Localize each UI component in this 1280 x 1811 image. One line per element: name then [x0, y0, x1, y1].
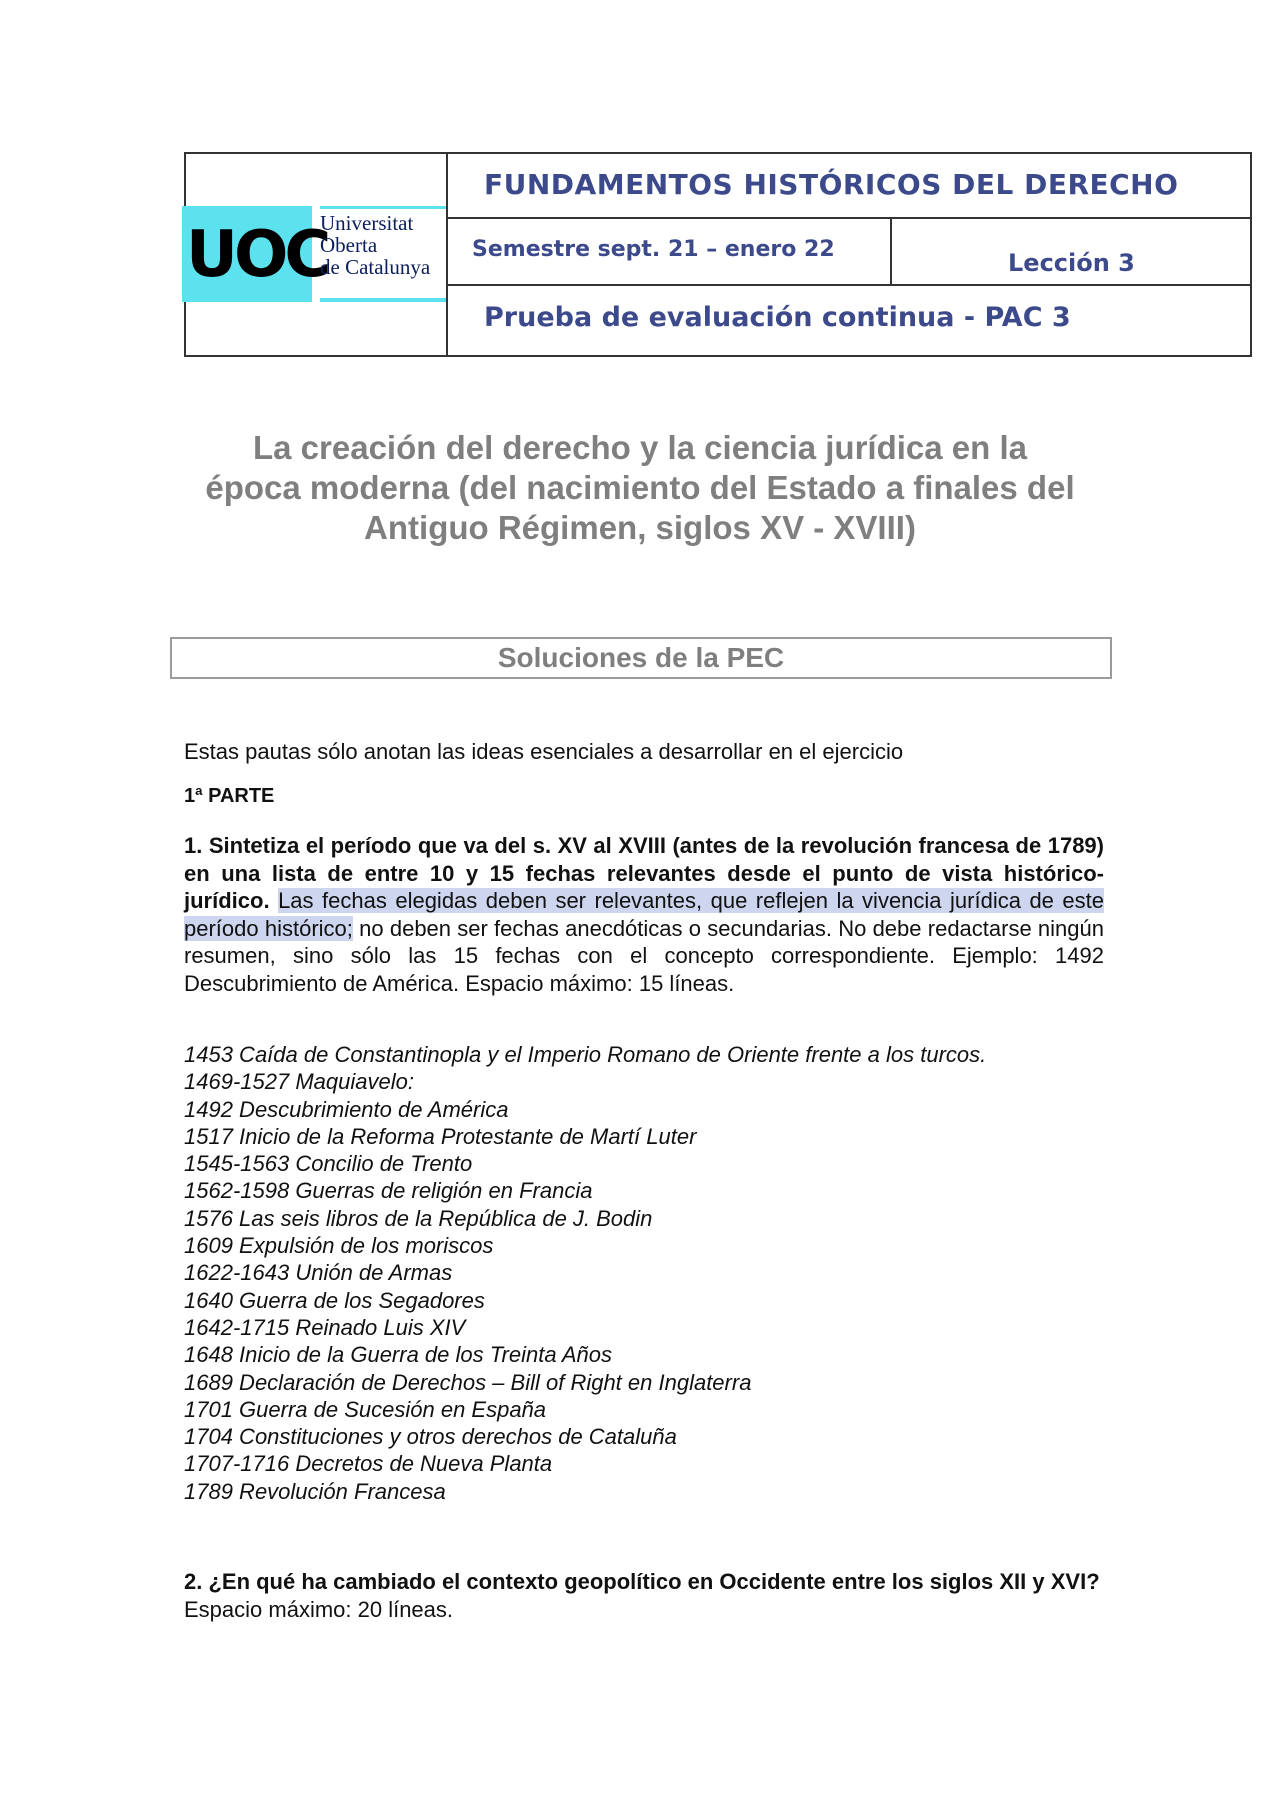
intro-paragraph: Estas pautas sólo anotan las ideas esenciales a desarrollar en el ejercicio	[184, 739, 904, 764]
lesson-label: Lección 3	[1008, 249, 1135, 277]
semester-cell	[448, 219, 892, 284]
question-1-highlighted-text[interactable]: Las fechas elegidas deben ser relevantes, que reflejen la vivencia jurídica de este período histórico;	[184, 888, 1104, 941]
question-1-instructions: no deben ser fechas anecdóticas o secundarias. No debe redactarse ningún resumen, sino sólo las 15 fechas con el concepto correspondiente. Ejemplo: 1492 Descubrimiento de América. Espacio máximo: 15 líneas.	[184, 915, 1104, 996]
header-table	[184, 152, 1252, 357]
logo-letters: UOC	[186, 218, 328, 292]
list-item: 1640 Guerra de los Segadores	[184, 1287, 485, 1313]
list-item: 1609 Expulsión de los moriscos	[184, 1233, 494, 1259]
logo-cell	[186, 154, 448, 357]
header-assessment-cell	[448, 286, 1252, 357]
header-semester-row	[448, 219, 1252, 286]
list-item: 1517 Inicio de la Reforma Protestante de Martí Luter	[184, 1123, 697, 1149]
logo-name-line: Universitat	[320, 211, 414, 235]
dates-list	[184, 1041, 1104, 1505]
logo-line-bottom	[320, 298, 446, 302]
logo-name-line: Oberta	[320, 233, 378, 257]
list-item: 1492 Descubrimiento de América	[184, 1096, 509, 1122]
list-item: 1789 Revolución Francesa	[184, 1478, 446, 1504]
list-item: 1704 Constituciones y otros derechos de Cataluña	[184, 1424, 677, 1450]
question-2	[184, 1568, 1104, 1623]
logo-line-top	[320, 206, 446, 209]
list-item: 1562-1598 Guerras de religión en Francia	[184, 1178, 593, 1204]
part-heading: 1ª PARTE	[184, 785, 275, 807]
list-item: 1576 Las seis libros de la República de J. Bodin	[184, 1205, 653, 1231]
list-item: 1648 Inicio de la Guerra de los Treinta Años	[184, 1342, 613, 1368]
list-item: 1545-1563 Concilio de Trento	[184, 1151, 473, 1177]
list-item: 1642-1715 Reinado Luis XIV	[184, 1314, 466, 1340]
question-1	[184, 832, 1104, 997]
logo-name-line: de Catalunya	[320, 255, 431, 279]
list-item: 1469-1527 Maquiavelo:	[184, 1069, 414, 1095]
list-item: 1453 Caída de Constantinopla y el Imperio Romano de Oriente frente a los turcos.	[184, 1042, 987, 1067]
page-title	[150, 428, 1130, 548]
list-item: 1689 Declaración de Derechos – Bill of Right en Inglaterra	[184, 1369, 752, 1395]
list-item: 1622-1643 Unión de Armas	[184, 1260, 453, 1286]
assessment-label: Prueba de evaluación continua - PAC 3	[484, 302, 1071, 333]
list-item: 1707-1716 Decretos de Nueva Planta	[184, 1451, 553, 1477]
question-1-prompt: 1. Sintetiza el período que va del s. XV al XVIII (antes de la revolución francesa de 1789) en una lista de entre 10 y 15 fechas relevantes desde el punto de vista histórico-jurídico.	[184, 833, 1104, 913]
question-2-prompt: 2. ¿En qué ha cambiado el contexto geopolítico en Occidente entre los siglos XII y XVI?	[184, 1569, 1100, 1594]
question-2-instructions: Espacio máximo: 20 líneas.	[184, 1596, 454, 1622]
uoc-logo-icon	[182, 206, 328, 302]
solutions-heading: Soluciones de la PEC	[170, 637, 1112, 679]
list-item: 1701 Guerra de Sucesión en España	[184, 1396, 547, 1422]
logo-text	[320, 212, 444, 278]
course-title: FUNDAMENTOS HISTÓRICOS DEL DERECHO	[484, 168, 1179, 201]
title-line: Antiguo Régimen, siglos XV - XVIII)	[364, 509, 916, 546]
semester-label: Semestre sept. 21 – enero 22	[472, 237, 835, 262]
title-line: época moderna (del nacimiento del Estado a finales del	[205, 469, 1075, 506]
header-course-cell	[448, 154, 1252, 219]
title-line: La creación del derecho y la ciencia jurídica en la	[252, 429, 1027, 466]
